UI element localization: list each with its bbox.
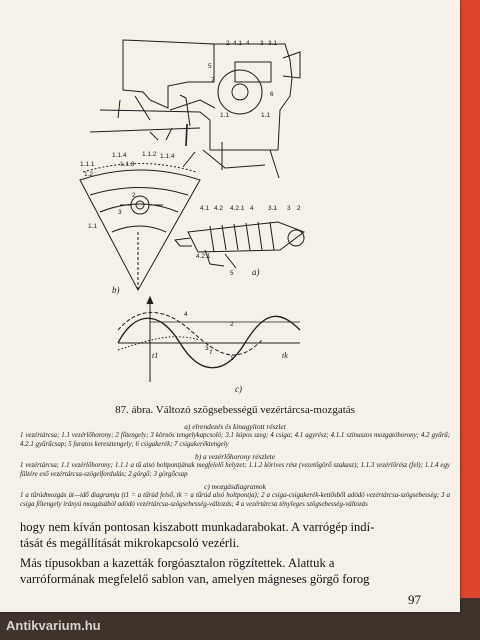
svg-text:1.1.3: 1.1.3 (120, 161, 135, 168)
page-number: 97 (408, 592, 421, 607)
svg-text:4: 4 (184, 311, 188, 318)
svg-text:5: 5 (208, 63, 212, 70)
svg-text:4.2.1: 4.2.1 (196, 253, 211, 260)
worm-gear-detail (175, 222, 304, 268)
label-t: t (210, 347, 213, 356)
svg-text:2: 2 (297, 205, 301, 212)
label-tk: tk (282, 351, 288, 360)
svg-text:1: 1 (230, 355, 234, 362)
svg-text:1.1: 1.1 (220, 112, 230, 119)
svg-text:7: 7 (211, 77, 215, 84)
svg-text:4.1: 4.1 (200, 205, 210, 212)
cam-disc-detail (80, 164, 200, 291)
caption-subheading-c: c) mozgásdiagramok (204, 482, 266, 491)
svg-text:6: 6 (270, 91, 274, 98)
caption-subheading-a: a) elrendezés és kinagyított részlet (184, 422, 286, 431)
svg-text:1.1.2: 1.1.2 (142, 151, 157, 158)
svg-text:4: 4 (250, 205, 254, 212)
svg-text:1.1.4: 1.1.4 (112, 152, 127, 159)
svg-text:1.2: 1.2 (84, 171, 94, 178)
svg-text:2: 2 (230, 321, 234, 328)
svg-text:1.1: 1.1 (261, 112, 271, 119)
svg-text:3: 3 (287, 205, 291, 212)
svg-text:2: 2 (132, 192, 136, 199)
svg-text:3: 3 (205, 345, 209, 352)
caption-paragraph-a: 1 vezértárcsa; 1.1 vezérlőhorony; 2 főtengely; 3 körnös tengelykapcsoló; 3.1 kúpos szeg; 4 csiga; 4.1 agyrész; 4.1.1 színuszos mozgatóhorony; 4.2 gyűrű; 4.2.1 gyűrűcsap; 5 furatos keresztengely; 6 csigakerék; 7 csigakeréktengely (20, 432, 450, 449)
svg-text:5: 5 (230, 270, 234, 277)
caption-subheading-b: b) a vezérlőhorony részlete (195, 452, 275, 461)
motion-diagram (118, 297, 300, 382)
svg-text:4.1: 4.1 (233, 40, 243, 47)
caption-paragraph-c: 1 a tűrúdmozgás út—idő diagramja (t1 = a tűrúd felső, tk = a tűrúd alsó holtpontja); 2 a csiga-csigakerék-kettősből adódó vezértárcsa-szögsebesség; 3 a csiga főtengely irányú mozgásából adódó vezértárcsa-szögsebesség-változás; 4 a vezértárcsa tényleges szögsebesség-változás (20, 492, 450, 509)
watermark-logo: Antikvarium.hu (6, 618, 101, 633)
label-c: c) (235, 384, 242, 394)
svg-text:1.1.1: 1.1.1 (80, 161, 95, 168)
body-text-line-4: varróformának megfelelő sablon van, amelyen mágneses görgő forog (20, 572, 370, 586)
caption-paragraph-b: 1 vezértárcsa; 1.1 vezérlőhorony; 1.1.1 a tű alsó holtpontjának megfelelő helyzet; 1.1.2 körives rész (vezetőgörő szakasz); 1.1.3 vezérlőrész (fel); 1.1.4 egy fültére eső vezértárcsa-szögelfordulás; 2 görgő; 3 görgőcsap (20, 462, 450, 479)
label-a: a) (252, 267, 260, 277)
svg-text:4: 4 (246, 40, 250, 47)
svg-text:1.1.4: 1.1.4 (160, 153, 175, 160)
label-t1: t1 (152, 351, 159, 360)
figure-labels (112, 267, 288, 394)
figure-caption-title: 87. ábra. Változó szögsebességű vezértárcsa-mozgatás (115, 404, 355, 416)
svg-text:2: 2 (226, 40, 230, 47)
body-text-line-2: tását és megállítását mikrokapcsoló vezérli. (20, 536, 240, 550)
svg-text:3: 3 (260, 40, 264, 47)
svg-text:4.2: 4.2 (214, 205, 224, 212)
svg-text:1.1: 1.1 (88, 223, 98, 230)
svg-text:3.1: 3.1 (268, 205, 278, 212)
label-b: b) (112, 285, 120, 295)
part-numbers (80, 40, 301, 362)
svg-text:3.1: 3.1 (268, 40, 278, 47)
svg-text:3: 3 (118, 209, 122, 216)
body-text-line-3: Más típusokban a kazetták forgóasztalon rögzítettek. Alattuk a (20, 556, 335, 570)
body-text-line-1: hogy nem kíván pontosan kiszabott munkadarabokat. A varrógép indí- (20, 520, 375, 534)
svg-text:4.2.1: 4.2.1 (230, 205, 245, 212)
